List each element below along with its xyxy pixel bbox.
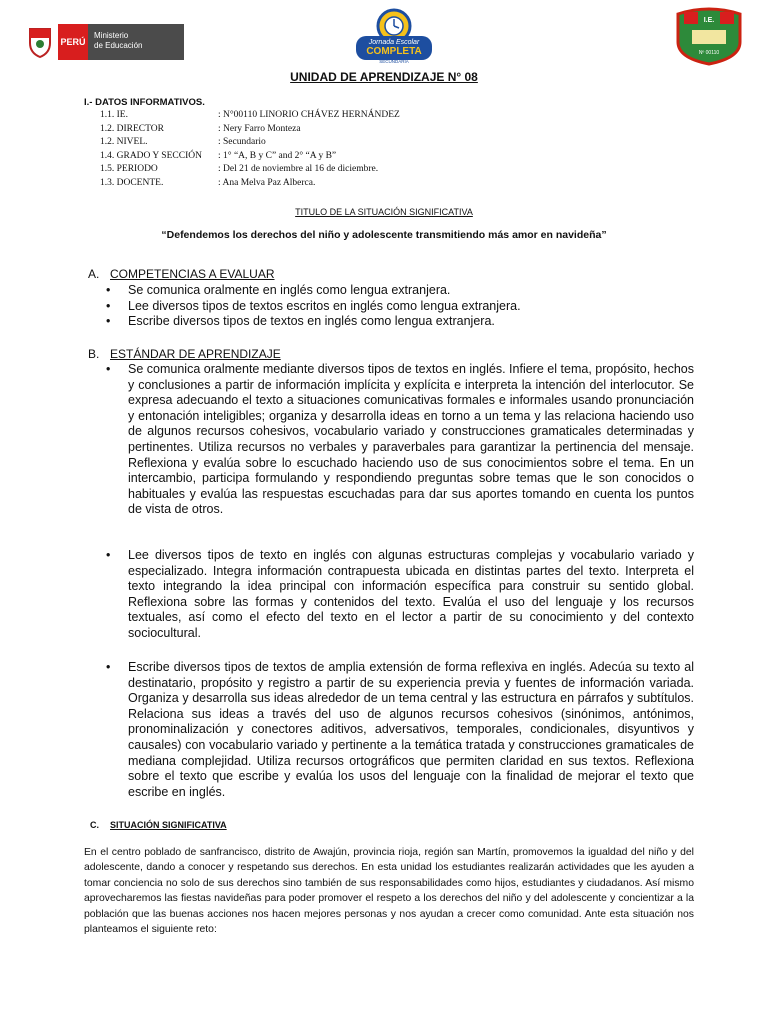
datos-label: 1.4. GRADO Y SECCIÓN bbox=[100, 150, 202, 161]
school-crest-logo bbox=[674, 6, 744, 66]
list-item bbox=[106, 299, 694, 315]
datos-row bbox=[84, 163, 400, 177]
situacion-paragraph: En el centro poblado de sanfrancisco, distrito de Awajún, provincia rioja, región san Martín, promovemos la igualdad del niño y del adolescente, dando a conocer y respetando sus derechos. En esta unidad los estudiantes realizarán actividades que les ayuden a tomar conciencia no solo de sus derechos sino también de sus responsabilidades como hijos, estudiantes y ciudadanos. Así mismo aprovecharemos las fiestas navideñas para poder promover el respeto a los derechos del niño y del adolescente y concientizar a la población que las buenas acciones nos hacen mejores personas y nos ayudan a crecer como comunidad. Ante esta situación nos planteamos el siguiente reto: bbox=[84, 847, 694, 936]
list-item-text: Lee diversos tipos de texto en inglés con algunas estructuras complejas y vocabulario variado y especializado. Integra información contrapuesta ubicada en distintas partes del texto. Interpreta el texto integrando la idea principal con información específica para construir su sentido global. Reflexiona sobre las formas y contenidos del texto. Evalúa el uso del lenguaje y los recursos textuales, así como el efecto del texto en el lector a partir de su conocimiento y del contexto sociocultural. bbox=[128, 548, 694, 640]
bullet-icon: • bbox=[106, 362, 111, 376]
situacion-title: TITULO DE LA SITUACIÓN SIGNIFICATIVA bbox=[295, 207, 473, 217]
list-item bbox=[106, 660, 694, 800]
datos-row bbox=[84, 150, 400, 164]
bullet-icon: • bbox=[106, 283, 111, 297]
section-b-list bbox=[106, 548, 694, 642]
section-a-list bbox=[106, 283, 694, 330]
minedu-country-label: PERÚ bbox=[58, 24, 88, 60]
peru-coat-of-arms-icon bbox=[22, 24, 58, 60]
svg-text:SECUNDARIA: SECUNDARIA bbox=[379, 59, 409, 64]
section-b-list bbox=[106, 660, 694, 800]
section-b-letter: B. bbox=[88, 347, 100, 361]
section-a-letter: A. bbox=[88, 267, 100, 281]
section-b-heading bbox=[88, 347, 281, 361]
datos-row bbox=[84, 136, 400, 150]
bullet-icon: • bbox=[106, 660, 111, 674]
datos-label: 1.2. NIVEL. bbox=[100, 137, 148, 148]
minedu-line1: Ministerio bbox=[94, 31, 129, 40]
datos-row bbox=[84, 109, 400, 123]
section-c-letter: C. bbox=[90, 820, 99, 830]
list-item bbox=[106, 362, 694, 518]
list-item bbox=[106, 314, 694, 330]
section-c-heading bbox=[90, 820, 227, 830]
list-item-text: Escribe diversos tipos de textos en inglés como lengua extranjera. bbox=[128, 314, 495, 329]
list-item-text: Se comunica oralmente en inglés como lengua extranjera. bbox=[128, 283, 451, 297]
minedu-ministry-label bbox=[88, 24, 184, 60]
datos-value: : N°00110 LINORIO CHÁVEZ HERNÁNDEZ bbox=[218, 110, 400, 120]
list-item bbox=[106, 548, 694, 642]
datos-value: : Ana Melva Paz Alberca. bbox=[218, 177, 316, 188]
svg-text:Nº 00110: Nº 00110 bbox=[698, 50, 720, 56]
section-c-title: SITUACIÓN SIGNIFICATIVA bbox=[110, 820, 227, 830]
minedu-line2: de Educación bbox=[94, 41, 143, 50]
list-item bbox=[106, 283, 694, 299]
svg-text:Jornada Escolar: Jornada Escolar bbox=[368, 39, 420, 46]
datos-label: 1.2. DIRECTOR bbox=[100, 123, 164, 134]
datos-value: : Secundario bbox=[218, 137, 266, 148]
datos-label: 1.5. PERIODO bbox=[100, 164, 158, 175]
bullet-icon: • bbox=[106, 548, 111, 562]
datos-value: : Nery Farro Monteza bbox=[218, 123, 301, 134]
section-b-list bbox=[106, 362, 694, 518]
datos-row bbox=[84, 177, 400, 191]
datos-value: : Del 21 de noviembre al 16 de diciembre. bbox=[218, 164, 379, 175]
bullet-icon: • bbox=[106, 298, 111, 313]
document-title: UNIDAD DE APRENDIZAJE N° 08 bbox=[290, 70, 478, 84]
list-item-text: Lee diversos tipos de textos escritos en inglés como lengua extranjera. bbox=[128, 298, 521, 313]
situacion-quote: “Defendemos los derechos del niño y adolescente transmitiendo más amor en navideña” bbox=[161, 229, 607, 241]
bullet-icon: • bbox=[106, 314, 111, 329]
svg-text:I.E.: I.E. bbox=[703, 17, 715, 24]
section-b-title: ESTÁNDAR DE APRENDIZAJE bbox=[110, 347, 281, 361]
section-a-title: COMPETENCIAS A EVALUAR bbox=[110, 267, 275, 281]
svg-text:COMPLETA: COMPLETA bbox=[366, 46, 422, 57]
section-a-heading bbox=[88, 267, 275, 281]
datos-row bbox=[84, 123, 400, 137]
datos-heading: I.- DATOS INFORMATIVOS. bbox=[84, 97, 205, 108]
jornada-escolar-completa-logo bbox=[348, 6, 440, 66]
datos-label: 1.1. IE. bbox=[100, 110, 128, 120]
list-item-text: Escribe diversos tipos de textos de amplia extensión de forma reflexiva en inglés. Adecúa su texto al destinatario, propósito y registro a partir de su experiencia previa y fuentes de información variada. Organiza y desarrolla sus ideas alrededor de un tema central y las estructura en párrafos y subtítulos. Relaciona sus ideas a través del uso de algunos recursos cohesivos (sinónimos, antónimos, pronominalización y conectores aditivos, adversativos, temporales, condicionales, disyuntivos y causales) con vocabulario variado y pertinente a la temática tratada y construcciones gramaticales de mediana complejidad. Utiliza recursos ortográficos que permiten claridad en sus textos. Reflexiona sobre el texto que escribe y evalúa los usos del lenguaje con la finalidad de mejorar el texto que escribe en inglés. bbox=[128, 660, 694, 799]
minedu-logo bbox=[22, 24, 184, 60]
list-item-text: Se comunica oralmente mediante diversos tipos de textos en inglés. Infiere el tema, propósito, hechos y conclusiones a partir de información implícita y explícita e interpreta la intención del interlocutor. Se expresa adecuando el texto a situaciones comunicativas formales e informales usando pronunciación y entonación inteligibles; organiza y desarrolla ideas en torno a un tema y las relaciona haciendo uso de algunos recursos cohesivos, vocabulario variado y construcciones gramaticales determinadas y pertinentes. Utiliza recursos no verbales y paraverbales para garantizar la pertinencia del mensaje. Reflexiona y evalúa sobre lo escuchado haciendo uso de sus conocimientos sobre el tema. En un intercambio, participa formulando y respondiendo preguntas sobre temas que le son conocidos o habituales y evalúa las respuestas escuchadas para dar sus aportes tomando en cuenta los puntos de vista de otros. bbox=[128, 362, 694, 517]
datos-informativos bbox=[84, 97, 400, 191]
datos-label: 1.3. DOCENTE. bbox=[100, 177, 164, 188]
datos-value: : 1° “A, B y C” and 2° “A y B” bbox=[218, 150, 337, 161]
